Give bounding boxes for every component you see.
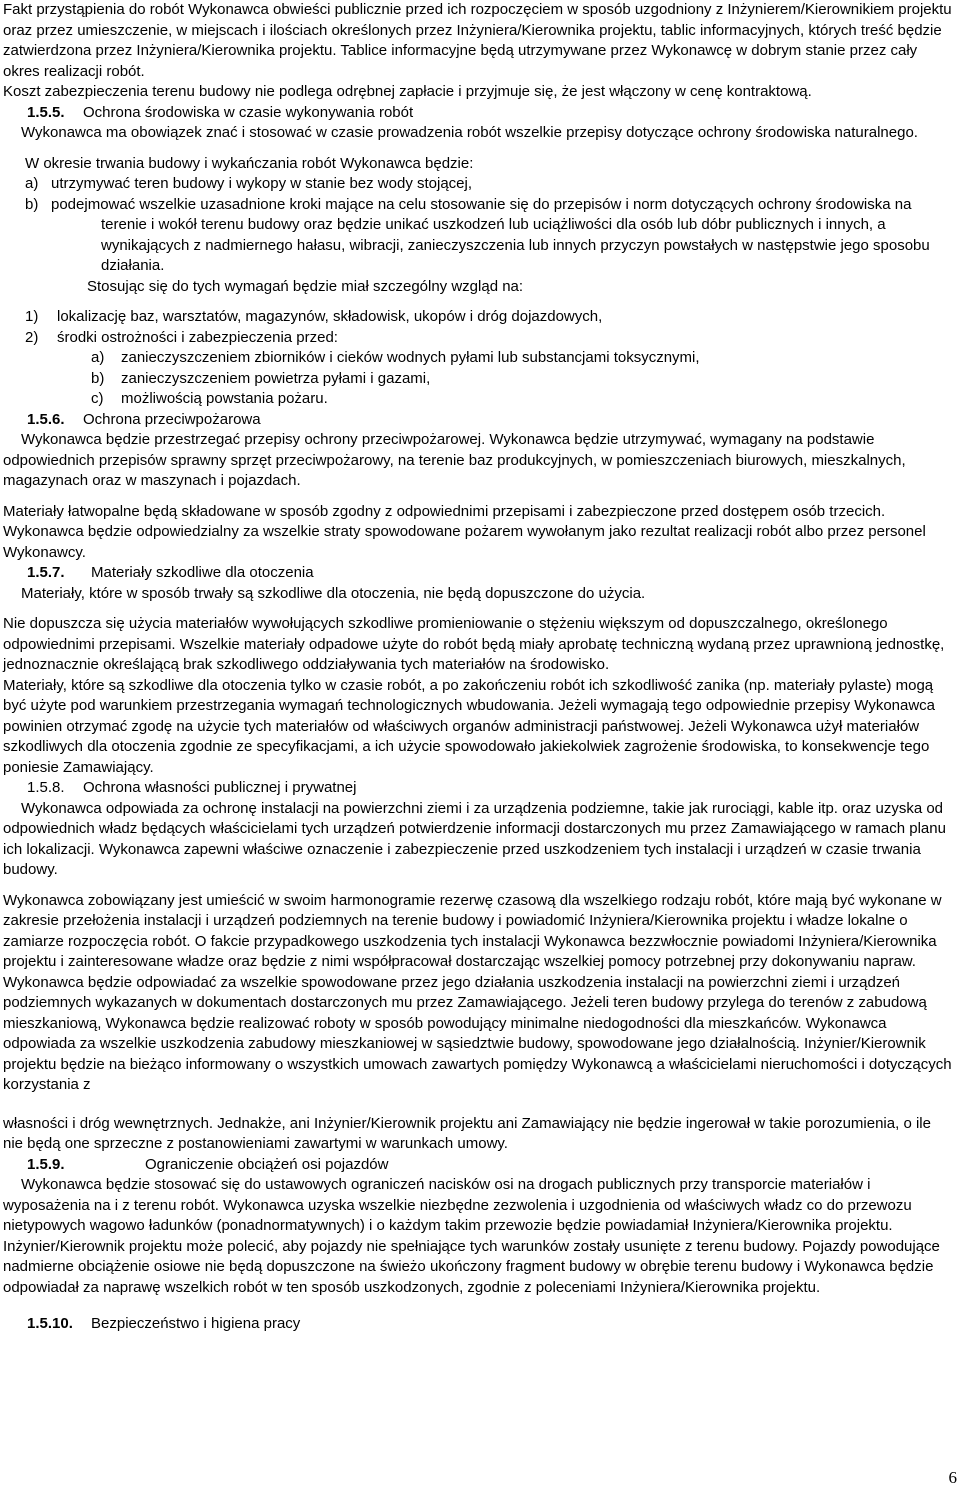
page-number: 6 [948,1468,957,1487]
section-title: Materiały szkodliwe dla otoczenia [91,564,314,581]
list-item: c) możliwością powstania pożaru. [91,390,328,407]
section-title: Ochrona przeciwpożarowa [83,410,261,428]
section-heading-1-5-8 [3,778,955,799]
list-obligations [3,174,955,277]
section-number: 1.5.7. [27,564,65,581]
document-page [3,0,955,1335]
section-heading-1-5-6 [3,410,955,431]
list-considerations [3,307,955,348]
section-number: 1.5.5. [27,103,65,121]
section-heading-1-5-9 [3,1155,955,1176]
paragraph-env-duty: Wykonawca ma obowiązek znać i stosować w czasie prowadzenia robót wszelkie przepisy dotyczące ochrony środowiska naturalnego. [21,124,918,141]
section-number: 1.5.9. [27,1155,65,1173]
paragraph-property: własności i dróg wewnętrznych. Jednakże, ani Inżynier/Kierownik projektu ani Zamawiający nie będzie ingerował w takie porozumienia, o ile nie będą one sprzeczne z postanowieniami zawartymi w warunkach umowy. [3,1114,931,1152]
section-number: 1.5.10. [27,1315,73,1332]
paragraph-schedule: Wykonawca zobowiązany jest umieścić w swoim harmonogramie rezerwę czasową dla wszelkiego rodzaju robót, które mają być wykonane w zakresie przełożenia instalacji i urządzeń podziemnych na terenie budowy i powiadomić Inżyniera/Kierownika projektu i władze lokalne o zamiarze rozpoczęcia robót. O fakcie przypadkowego uszkodzenia tych instalacji Wykonawca bezzwłocznie powiadomi Inżyniera/Kierownika projektu i zainteresowane władze oraz będzie z nimi współpracował dostarczając wszelkiej pomocy potrzebnej przy dokonywaniu napraw. Wykonawca będzie odpowiadać za wszelkie spowodowane przez jego działania uszkodzenia instalacji na powierzchni ziemi i urządzeń podziemnych wykazanych w dokumentach dostarczonych mu przez Zamawiającego. Jeżeli teren budowy przylega do terenów z zabudową mieszkaniową, Wykonawca będzie realizować roboty w sposób powodujący minimalne niedogodności dla mieszkańców. Wykonawca odpowiada za wszelkie uszkodzenia zabudowy mieszkaniowej w sąsiedztwie budowy, spowodowane jego działalnością. Inżynier/Kierownik projektu będzie na bieżąco informowany o wszystkich umowach zawartych pomiędzy Wykonawcą a właścicielami nieruchomości i dotyczących korzystania z [3,891,952,1093]
paragraph-axle-loads: Wykonawca będzie stosować się do ustawowych ograniczeń nacisków osi na drogach publicznych przy transporcie materiałów i wyposażenia na i z terenu robót. Wykonawca uzyska wszelkie niezbędne zezwolenia i uzgodnienia od właściwych władz co do przewozu nietypowych wagowo ładunków (ponadnormatywnych) i o każdym takim przewozie będzie powiadamiał Inżyniera/Kierownika projektu. Inżynier/Kierownik projektu może polecić, aby pojazdy nie spełniające tych warunków zostały usunięte z terenu budowy. Pojazdy powodujące nadmierne obciążenie osiowe nie będą dopuszczone na świeżo ukończony fragment budowy w obrębie terenu budowy i Wykonawca będzie odpowiadał za naprawę wszelkich robót w ten sposób uszkodzonych, zgodnie z poleceniami Inżyniera/Kierownika projektu. [3,1176,940,1296]
list-item: 2) środki ostrożności i zabezpieczenia przed: [25,328,338,346]
list-item: b) zanieczyszczeniem powietrza pyłami i gazami, [91,369,431,387]
paragraph-flammable: Materiały łatwopalne będą składowane w sposób zgodny z odpowiednimi przepisami i zabezpieczone przed dostępem osób trzecich. Wykonawca będzie odpowiedzialny za wszelkie straty spowodowane pożarem wywołanym jako rezultat realizacji robót albo przez personel Wykonawcy. [3,502,926,561]
list-item: a) utrzymywać teren budowy i wykopy w stanie bez wody stojącej, [25,175,473,192]
paragraph-harmful: Materiały, które w sposób trwały są szkodliwe dla otoczenia, nie będą dopuszczone do użycia. [21,584,646,602]
paragraph-during-works: W okresie trwania budowy i wykańczania robót Wykonawca będzie: [25,154,474,172]
section-heading-1-5-7 [3,563,955,584]
section-heading-1-5-10 [3,1314,955,1335]
section-heading-1-5-5 [3,103,955,124]
paragraph-temporary-harmful: Materiały, które są szkodliwe dla otoczenia tylko w czasie robót, a po zakończeniu robót ich szkodliwość zanika (np. materiały pylaste) mogą być użyte pod warunkiem przestrzegania wymagań technologicznych wbudowania. Jeżeli wymagają tego odpowiednie przepisy Wykonawca powinien otrzymać zgodę na użycie tych materiałów od właściwych organów administracji państwowej. Jeżeli Wykonawca użył materiałów szkodliwych dla otoczenia zgodnie ze specyfikacjami, a ich użycie spowodowało jakiekolwiek zagrożenie środowiska, to konsekwencje tego poniesie Zamawiający. [3,676,936,776]
section-title: Ograniczenie obciążeń osi pojazdów [145,1155,389,1173]
list-item: a) zanieczyszczeniem zbiorników i cieków wodnych pyłami lub substancjami toksycznymi, [91,349,700,366]
list-precautions [3,348,955,410]
paragraph-radiation: Nie dopuszcza się użycia materiałów wywołujących szkodliwe promieniowanie o stężeniu większym od dopuszczalnego, określonego odpowiednimi przepisami. Wszelkie materiały odpadowe użyte do robót będą miały aprobatę techniczną wydaną przez uprawnioną jednostkę, jednoznacznie określającą brak szkodliwego oddziaływania tych materiałów na środowisko. [3,615,945,673]
paragraph-requirements: Stosując się do tych wymagań będzie miał szczególny wzgląd na: [87,277,524,295]
section-number: 1.5.6. [27,410,65,428]
section-number: 1.5.8. [27,779,65,796]
paragraph-announcement: Fakt przystąpienia do robót Wykonawca obwieści publicznie przed ich rozpoczęciem w sposób uzgodniony z Inżynierem/Kierownikiem projektu oraz przez umieszczenie, w miejscach i ilościach określonych przez Inżyniera/Kierownika projektu, tablic informacyjnych, których treść będzie zatwierdzona przez Inżyniera/Kierownika projektu. Tablice informacyjne będą utrzymywane przez Wykonawcę w dobrym stanie przez cały okres realizacji robót. [3,1,952,80]
list-item: b) podejmować wszelkie uzasadnione kroki mające na celu stosowanie się do przepisów i norm dotyczących ochrony środowiska na terenie i wokół terenu budowy oraz będzie unikać uszkodzeń lub uciążliwości dla osób lub dóbr publicznych i innych, a wynikających z nadmiernego hałasu, wibracji, zanieczyszczenia lub innych przyczyn powstałych w następstwie jego sposobu działania. [25,195,930,274]
section-title: Bezpieczeństwo i higiena pracy [91,1315,301,1332]
paragraph-utilities: Wykonawca odpowiada za ochronę instalacji na powierzchni ziemi i za urządzenia podziemne, takie jak rurociągi, kable itp. oraz uzyska od odpowiednich władz będących właścicielami tych urządzeń potwierdzenie informacji dostarczonych mu przez Zamawiającego w ramach planu ich lokalizacji. Wykonawca zapewni właściwe oznaczenie i zabezpieczenie przed uszkodzeniem tych instalacji i urządzeń w czasie trwania budowy. [3,799,946,878]
paragraph-security-cost: Koszt zabezpieczenia terenu budowy nie podlega odrębnej zapłacie i przyjmuje się, że jest włączony w cenę kontraktową. [3,83,812,100]
section-title: Ochrona środowiska w czasie wykonywania robót [83,103,414,121]
list-item: 1) lokalizację baz, warsztatów, magazynów, składowisk, ukopów i dróg dojazdowych, [25,308,603,325]
paragraph-fire-protection: Wykonawca będzie przestrzegać przepisy ochrony przeciwpożarowej. Wykonawca będzie utrzymywać, wymagany na podstawie odpowiednich przepisów sprawny sprzęt przeciwpożarowy, na terenie baz produkcyjnych, w pomieszczeniach biurowych, mieszkalnych, magazynach oraz w maszynach i pojazdach. [3,431,906,489]
section-title: Ochrona własności publicznej i prywatnej [83,779,357,796]
